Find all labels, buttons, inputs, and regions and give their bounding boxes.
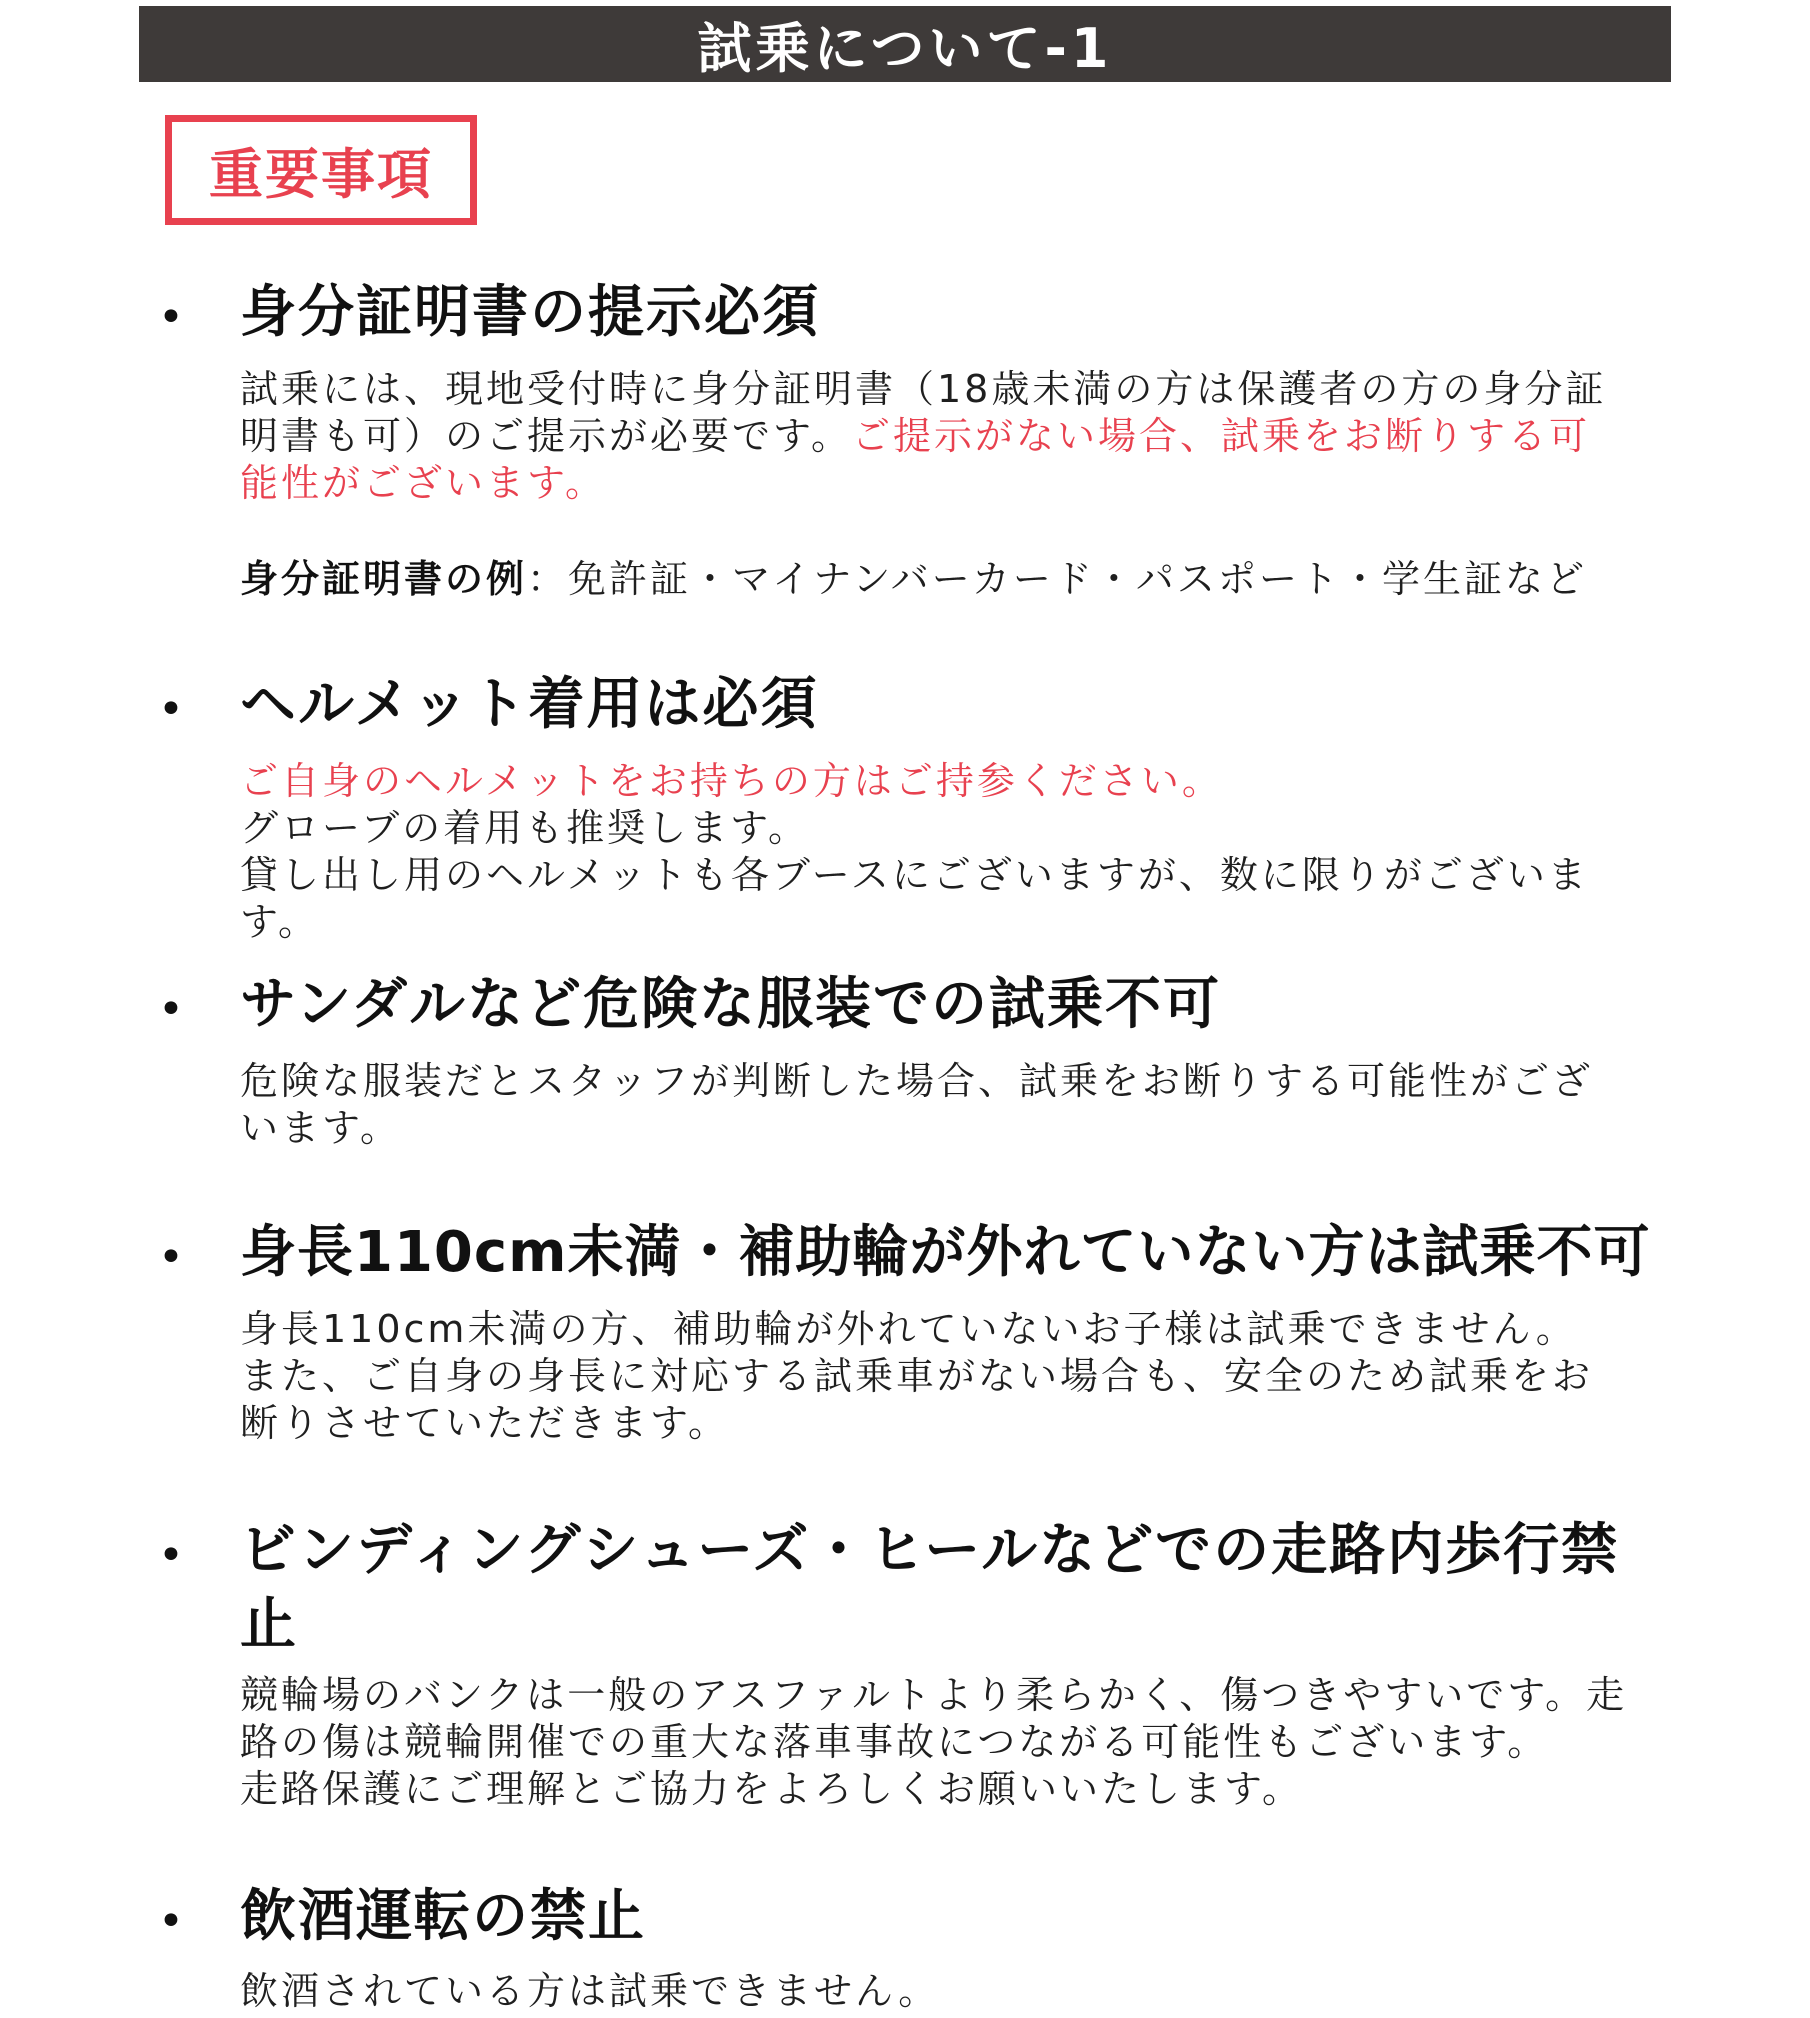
important-notice-label: 重要事項 — [209, 142, 433, 206]
section-body — [240, 1306, 1630, 1447]
section-heading: ビンディングシューズ・ヒールなどでの走路内歩行禁止 — [240, 1518, 1620, 1657]
bullet-icon: • — [158, 1530, 184, 1581]
page-title: 試乗について-1 — [697, 16, 1113, 80]
warning-text: ご提示がない場合、試乗をお断りする可能性がございます。 — [240, 414, 1590, 505]
section-body — [240, 758, 1630, 946]
bullet-icon: • — [158, 1896, 184, 1947]
important-notice-badge — [165, 115, 477, 225]
section-body: 危険な服装だとスタッフが判断した場合、試乗をお断りする可能性がございます。 — [240, 1059, 1594, 1150]
bullet-icon: • — [158, 292, 184, 343]
bullet-icon: • — [158, 1232, 184, 1283]
section-body — [240, 366, 1630, 507]
section-body: 飲酒されている方は試乗できません。 — [240, 1969, 940, 2013]
section-heading: 身長110cm未満・補助輪が外れていない方は試乗不可 — [240, 1220, 1651, 1285]
bullet-icon: • — [158, 684, 184, 735]
section-heading: 飲酒運転の禁止 — [240, 1884, 646, 1949]
body-text: 試乗には、現地受付時に身分証明書（18歳未満の方は保護者の方の身分証明書も可）のご提示が必要です。 — [240, 367, 1607, 458]
id-examples-label: 身分証明書の例 — [240, 557, 528, 601]
body-text: 競輪場のバンクは一般のアスファルトより柔らかく、傷つきやすいです。走路の傷は競輪開催での重大な落車事故につながる可能性もございます。 — [240, 1673, 1628, 1764]
id-examples-text: ：免許証・マイナンバーカード・パスポート・学生証など — [527, 557, 1587, 601]
section-heading: サンダルなど危険な服装での試乗不可 — [240, 972, 1221, 1037]
body-text: また、ご自身の身長に対応する試乗車がない場合も、安全のため試乗をお断りさせていただきます。 — [240, 1354, 1594, 1445]
body-text: 走路保護にご理解とご協力をよろしくお願いいたします。 — [240, 1767, 1303, 1811]
section-body — [240, 1672, 1630, 1813]
warning-text: ご自身のヘルメットをお持ちの方はご持参ください。 — [240, 759, 1223, 803]
body-text: 身長110cm未満の方、補助輪が外れていないお子様は試乗できません。 — [240, 1307, 1577, 1351]
section-heading: ヘルメット着用は必須 — [240, 672, 819, 737]
bullet-icon: • — [158, 984, 184, 1035]
section-heading: 身分証明書の提示必須 — [240, 280, 820, 345]
page-title-bar — [139, 6, 1671, 82]
body-text: 貸し出し用のヘルメットも各ブースにございますが、数に限りがございます。 — [240, 853, 1589, 944]
body-text: グローブの着用も推奨します。 — [240, 806, 810, 850]
id-examples — [240, 556, 1630, 603]
